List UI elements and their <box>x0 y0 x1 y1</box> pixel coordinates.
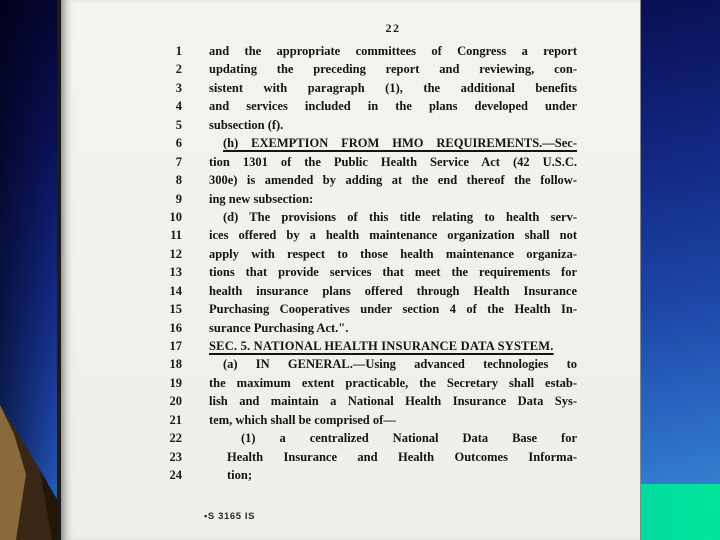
line-text: surance Purchasing Act.". <box>209 320 349 335</box>
document-line <box>61 173 640 191</box>
document-lines <box>61 44 640 487</box>
line-text: 300e) is amended by adding at the end thereof the follow- <box>209 173 577 188</box>
line-text: tion 1301 of the Public Health Service Act (42 U.S.C. <box>209 154 577 169</box>
line-text: sistent with paragraph (1), the additional benefits <box>209 80 577 95</box>
document-line <box>61 155 640 173</box>
line-text: tions that provide services that meet the requirements for <box>209 265 577 280</box>
document-line <box>61 99 640 117</box>
document-line <box>61 210 640 228</box>
document-line <box>61 413 640 431</box>
line-text: and services included in the plans developed under <box>209 99 577 114</box>
line-number: 21 <box>169 412 182 427</box>
line-text: the maximum extent practicable, the Secretary shall estab- <box>209 375 577 390</box>
document-line <box>61 192 640 210</box>
bill-footer-code: •S 3165 IS <box>204 511 256 522</box>
line-number: 2 <box>175 62 182 77</box>
line-text: and the appropriate committees of Congress a report <box>209 44 577 58</box>
line-text: (1) a centralized National Data Base for <box>241 431 577 446</box>
document-line <box>61 376 640 394</box>
line-number: 16 <box>169 320 182 335</box>
line-number: 5 <box>175 117 182 132</box>
line-number: 20 <box>169 394 182 409</box>
line-text: updating the preceding report and reviewing, con- <box>209 62 577 77</box>
line-number: 8 <box>175 173 182 188</box>
line-text: subsection (f). <box>209 117 284 132</box>
document-line <box>61 431 640 449</box>
document-line <box>61 321 640 339</box>
document-page <box>57 0 641 540</box>
line-number: 24 <box>169 468 182 483</box>
line-number: 9 <box>175 191 182 206</box>
line-number: 4 <box>175 99 182 114</box>
document-line <box>61 265 640 283</box>
line-text: (d) The provisions of this title relating to health serv- <box>223 209 577 224</box>
line-text: Purchasing Cooperatives under section 4 of the Health In- <box>209 302 577 317</box>
line-text: health insurance plans offered through Health Insurance <box>209 283 577 298</box>
line-number: 13 <box>169 265 182 280</box>
line-text: lish and maintain a National Health Insurance Data Sys- <box>209 394 577 409</box>
document-line <box>61 62 640 80</box>
line-text: Health Insurance and Health Outcomes Informa- <box>227 449 577 464</box>
line-number: 10 <box>169 209 182 224</box>
page-number: 22 <box>385 21 401 35</box>
line-number: 3 <box>175 80 182 95</box>
document-line <box>61 284 640 302</box>
document-line <box>61 450 640 468</box>
line-number: 23 <box>169 449 182 464</box>
line-number: 12 <box>169 246 182 261</box>
line-text: (h) EXEMPTION FROM HMO REQUIREMENTS.—Sec- <box>223 136 577 151</box>
document-line <box>61 468 640 486</box>
line-text: tem, which shall be comprised of— <box>209 412 396 427</box>
document-line <box>61 228 640 246</box>
line-text: ing new subsection: <box>209 191 314 206</box>
line-number: 17 <box>169 339 182 353</box>
document-line <box>61 44 640 62</box>
line-number: 11 <box>170 228 182 243</box>
line-number: 18 <box>169 357 182 372</box>
line-text: SEC. 5. NATIONAL HEALTH INSURANCE DATA SYSTEM. <box>209 339 554 353</box>
document-line <box>61 81 640 99</box>
document-line <box>61 118 640 136</box>
line-number: 1 <box>175 44 182 58</box>
line-number: 7 <box>175 154 182 169</box>
document-line <box>61 302 640 320</box>
line-text: (a) IN GENERAL.—Using advanced technologies to <box>223 357 577 372</box>
line-number: 19 <box>169 375 182 390</box>
document-line <box>61 339 640 357</box>
line-number: 14 <box>169 283 182 298</box>
line-number: 22 <box>169 431 182 446</box>
document-line <box>61 247 640 265</box>
line-number: 6 <box>175 136 182 151</box>
line-text: apply with respect to those health maintenance organiza- <box>209 246 577 261</box>
line-text: tion; <box>227 468 252 483</box>
line-text: ices offered by a health maintenance organization shall not <box>209 228 577 243</box>
document-line <box>61 394 640 412</box>
line-number: 15 <box>169 302 182 317</box>
document-line <box>61 136 640 154</box>
document-line <box>61 357 640 375</box>
